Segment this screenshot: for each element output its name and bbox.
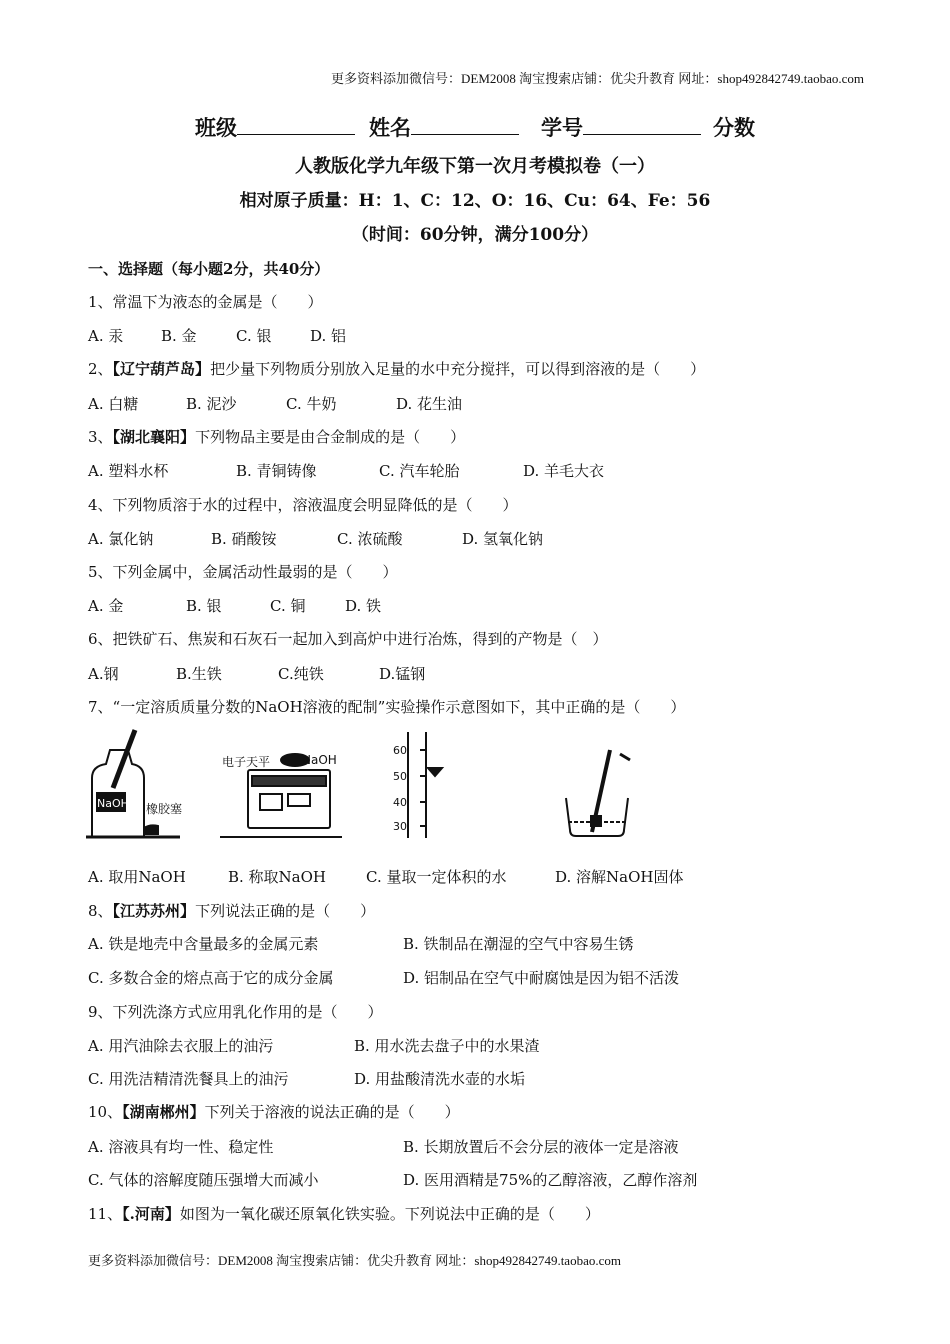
- q9-option-b[interactable]: B. 用水洗去盘子中的水果渣: [354, 1037, 540, 1055]
- q7-option-d[interactable]: D. 溶解NaOH固体: [555, 868, 684, 886]
- q7-option-a[interactable]: A. 取用NaOH: [88, 868, 186, 886]
- header-note: 更多资料添加微信号：DEM2008 淘宝搜索店铺：优尖升教育 网址：shop492842749.taobao.com: [331, 71, 864, 86]
- q10-options-row1: [88, 1136, 888, 1158]
- q4-stem: 4、下列物质溶于水的过程中，溶液温度会明显降低的是（ ）: [88, 496, 518, 514]
- q2-option-c[interactable]: C. 牛奶: [286, 395, 337, 413]
- figure-a-bottle-label: NaOH: [97, 797, 129, 810]
- score-label: 分数: [713, 115, 755, 140]
- q4-option-d[interactable]: D. 氢氧化钠: [462, 530, 544, 548]
- section-heading: 一、选择题（每小题2分，共40分）: [88, 260, 330, 278]
- q8-stem: 8、【江苏苏州】下列说法正确的是（ ）: [88, 902, 376, 920]
- atomic-masses: 相对原子质量：H：1、C：12、O：16、Cu：64、Fe：56: [239, 191, 711, 211]
- q10-option-b[interactable]: B. 长期放置后不会分层的液体一定是溶液: [403, 1138, 679, 1156]
- q4-option-c[interactable]: C. 浓硫酸: [337, 530, 403, 548]
- class-blank[interactable]: [237, 116, 355, 135]
- footer-note: 更多资料添加微信号：DEM2008 淘宝搜索店铺：优尖升教育 网址：shop492842749.taobao.com: [88, 1253, 621, 1268]
- q6-option-a[interactable]: A.钢: [88, 665, 119, 683]
- q3-stem: 3、【湖北襄阳】下列物品主要是由合金制成的是（ ）: [88, 428, 466, 446]
- q2-stem: 2、【辽宁葫芦岛】把少量下列物质分别放入足量的水中充分搅拌，可以得到溶液的是（ ）: [88, 360, 706, 378]
- figure-d-beaker: [566, 750, 630, 836]
- q10-stem: 10、【湖南郴州】下列关于溶液的说法正确的是（ ）: [88, 1103, 460, 1121]
- q10-option-c[interactable]: C. 气体的溶解度随压强增大而减小: [88, 1171, 319, 1189]
- q3-option-d[interactable]: D. 羊毛大衣: [523, 462, 605, 480]
- q9-stem: 9、下列洗涤方式应用乳化作用的是（ ）: [88, 1003, 383, 1021]
- q1-option-d[interactable]: D. 铝: [310, 327, 347, 345]
- q1-options: [88, 325, 888, 347]
- q2-option-d[interactable]: D. 花生油: [396, 395, 463, 413]
- id-blank[interactable]: [583, 116, 701, 135]
- q8-option-c[interactable]: C. 多数合金的熔点高于它的成分金属: [88, 969, 334, 987]
- q4-option-a[interactable]: A. 氯化钠: [88, 530, 154, 548]
- figure-b-naoh-label: NaOH: [302, 753, 337, 767]
- id-label: 学号: [541, 115, 583, 140]
- q10-option-a[interactable]: A. 溶液具有均一性、稳定性: [88, 1138, 274, 1156]
- q7-figure: [80, 728, 640, 846]
- q11-stem: 11、【.河南】如图为一氧化碳还原氧化铁实验。下列说法中正确的是（ ）: [88, 1205, 600, 1223]
- q1-option-b[interactable]: B. 金: [161, 327, 197, 345]
- q3-option-c[interactable]: C. 汽车轮胎: [379, 462, 460, 480]
- q5-options: [88, 595, 888, 617]
- q3-option-a[interactable]: A. 塑料水杯: [88, 462, 169, 480]
- figure-c-tick-50: 50: [393, 770, 407, 783]
- q9-option-c[interactable]: C. 用洗洁精清洗餐具上的油污: [88, 1070, 289, 1088]
- q9-options-row1: [88, 1035, 888, 1057]
- q3-option-b[interactable]: B. 青铜铸像: [236, 462, 317, 480]
- q7-options: [88, 866, 888, 888]
- name-blank[interactable]: [411, 116, 519, 135]
- figure-c-tick-40: 40: [393, 796, 407, 809]
- q6-option-d[interactable]: D.锰钢: [379, 665, 426, 683]
- page-title: 人教版化学九年级下第一次月考模拟卷（一）: [295, 156, 655, 177]
- q5-option-a[interactable]: A. 金: [88, 597, 124, 615]
- q5-option-c[interactable]: C. 铜: [270, 597, 306, 615]
- q4-option-b[interactable]: B. 硝酸铵: [211, 530, 277, 548]
- q6-option-b[interactable]: B.生铁: [176, 665, 222, 683]
- q10-option-d[interactable]: D. 医用酒精是75%的乙醇溶液，乙醇作溶剂: [403, 1171, 698, 1189]
- q7-stem: 7、“一定溶质质量分数的NaOH溶液的配制”实验操作示意图如下，其中正确的是（ ）: [88, 698, 686, 716]
- q7-option-c[interactable]: C. 量取一定体积的水: [366, 868, 507, 886]
- q6-option-c[interactable]: C.纯铁: [278, 665, 324, 683]
- q9-option-d[interactable]: D. 用盐酸清洗水壶的水垢: [354, 1070, 526, 1088]
- q3-options: [88, 460, 888, 482]
- q1-option-c[interactable]: C. 银: [236, 327, 272, 345]
- q8-options-row2: [88, 967, 888, 989]
- q5-stem: 5、下列金属中，金属活动性最弱的是（ ）: [88, 563, 398, 581]
- q5-option-d[interactable]: D. 铁: [345, 597, 382, 615]
- figure-a-bottle: [86, 730, 183, 837]
- q2-option-a[interactable]: A. 白糖: [88, 395, 139, 413]
- name-label: 姓名: [369, 115, 411, 140]
- time-note: （时间：60分钟，满分100分）: [351, 225, 599, 245]
- q9-options-row2: [88, 1068, 888, 1090]
- info-line: [0, 112, 950, 142]
- q6-stem: 6、把铁矿石、焦炭和石灰石一起加入到高炉中进行冶炼，得到的产物是（ ）: [88, 630, 608, 648]
- q1-stem: 1、常温下为液态的金属是（ ）: [88, 293, 323, 311]
- figure-a-stopper-label: 橡胶塞: [146, 802, 183, 816]
- figure-c-tick-30: 30: [393, 820, 407, 833]
- q8-options-row1: [88, 933, 888, 955]
- q1-option-a[interactable]: A. 汞: [88, 327, 124, 345]
- figure-c-tick-60: 60: [393, 744, 407, 757]
- class-label: 班级: [195, 115, 237, 140]
- q8-option-a[interactable]: A. 铁是地壳中含量最多的金属元素: [88, 935, 319, 953]
- q8-option-b[interactable]: B. 铁制品在潮湿的空气中容易生锈: [403, 935, 634, 953]
- q6-options: [88, 663, 888, 685]
- q7-option-b[interactable]: B. 称取NaOH: [228, 868, 327, 886]
- q5-option-b[interactable]: B. 银: [186, 597, 222, 615]
- q8-option-d[interactable]: D. 铝制品在空气中耐腐蚀是因为铝不活泼: [403, 969, 680, 987]
- q9-option-a[interactable]: A. 用汽油除去衣服上的油污: [88, 1037, 274, 1055]
- q2-option-b[interactable]: B. 泥沙: [186, 395, 237, 413]
- q10-options-row2: [88, 1169, 888, 1191]
- figure-b-balance-label: 电子天平: [222, 755, 271, 769]
- figure-c-cylinder: [408, 732, 442, 838]
- q2-options: [88, 393, 888, 415]
- q4-options: [88, 528, 888, 550]
